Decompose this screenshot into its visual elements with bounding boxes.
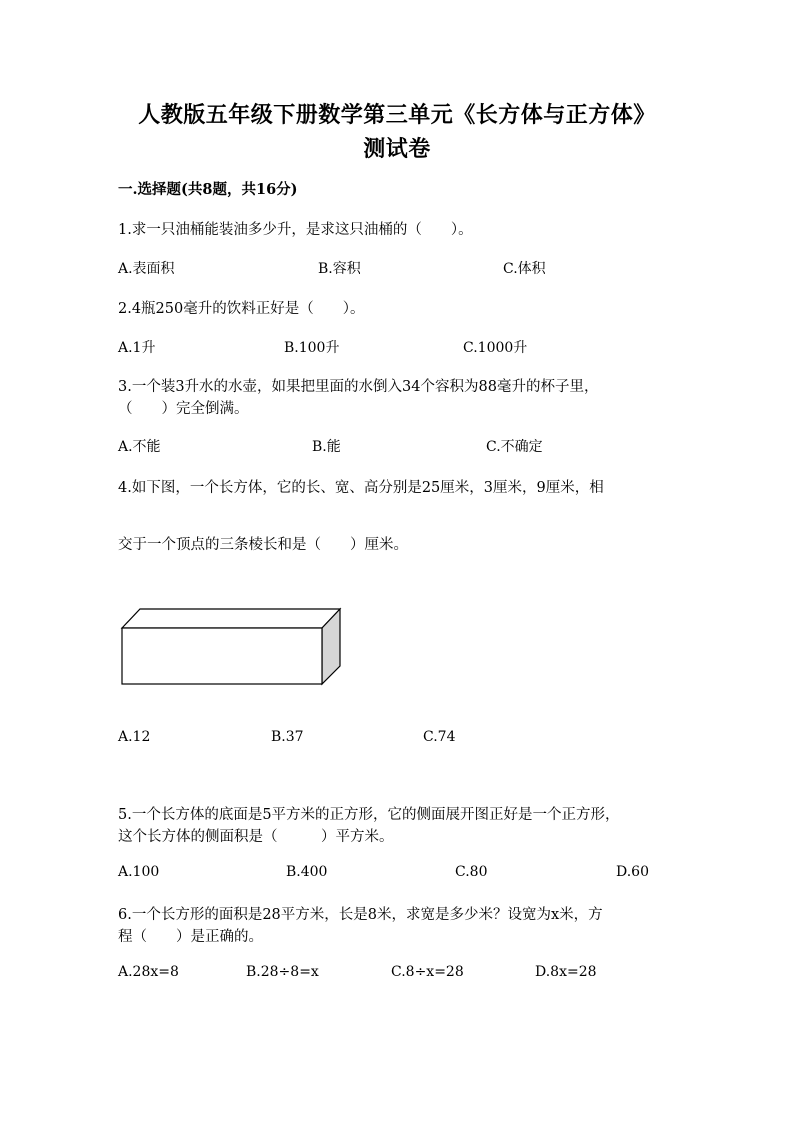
page-title: 人教版五年级下册数学第三单元《长方体与正方体》	[138, 102, 656, 128]
question-6-option-d[interactable]: D.8x=28	[535, 964, 597, 980]
question-1-option-a[interactable]: A.表面积	[118, 261, 175, 277]
question-6-text-line-1: 6.一个长方形的面积是28平方米，长是8米，求宽是多少米？设宽为x米，方	[118, 907, 603, 923]
cuboid-top-face	[122, 609, 340, 628]
question-2-option-c[interactable]: C.1000升	[463, 340, 528, 356]
question-1-option-c[interactable]: C.体积	[503, 261, 546, 277]
cuboid-figure	[120, 606, 344, 688]
question-6-option-b[interactable]: B.28÷8=x	[246, 964, 319, 980]
question-1-text: 1.求一只油桶能装油多少升，是求这只油桶的（ ）。	[118, 222, 473, 238]
question-4-text-line-1: 4.如下图，一个长方体，它的长、宽、高分别是25厘米，3厘米，9厘米，相	[118, 480, 604, 496]
question-3-option-a[interactable]: A.不能	[118, 439, 161, 455]
question-6-text-line-2: 程（ ）是正确的。	[118, 929, 263, 945]
question-2-text: 2.4瓶250毫升的饮料正好是（ ）。	[118, 301, 365, 317]
question-2-option-b[interactable]: B.100升	[284, 340, 340, 356]
question-3-text-line-1: 3.一个装3升水的水壶，如果把里面的水倒入34个容积为88毫升的杯子里，	[118, 379, 599, 395]
question-5-option-a[interactable]: A.100	[118, 864, 160, 880]
question-2-option-a[interactable]: A.1升	[118, 340, 156, 356]
cuboid-front-face	[122, 628, 322, 684]
question-4-option-b[interactable]: B.37	[271, 729, 304, 745]
question-5-text-line-2: 这个长方体的侧面积是（ ）平方米。	[118, 829, 394, 845]
question-5-option-b[interactable]: B.400	[286, 864, 328, 880]
question-5-option-d[interactable]: D.60	[616, 864, 649, 880]
question-6-option-a[interactable]: A.28x=8	[118, 964, 179, 980]
question-5-text-line-1: 5.一个长方体的底面是5平方米的正方形，它的侧面展开图正好是一个正方形，	[118, 807, 620, 823]
page-subtitle: 测试卷	[363, 136, 431, 162]
question-5-option-c[interactable]: C.80	[455, 864, 488, 880]
question-3-option-c[interactable]: C.不确定	[486, 439, 543, 455]
section-heading: 一.选择题(共8题，共16分)	[118, 181, 298, 198]
question-6-option-c[interactable]: C.8÷x=28	[391, 964, 464, 980]
question-4-option-c[interactable]: C.74	[423, 729, 456, 745]
question-3-text-line-2: （ ）完全倒满。	[118, 401, 249, 417]
question-1-option-b[interactable]: B.容积	[318, 261, 361, 277]
question-3-option-b[interactable]: B.能	[312, 439, 341, 455]
question-4-option-a[interactable]: A.12	[118, 729, 151, 745]
question-4-text-line-2: 交于一个顶点的三条棱长和是（ ）厘米。	[118, 537, 408, 553]
